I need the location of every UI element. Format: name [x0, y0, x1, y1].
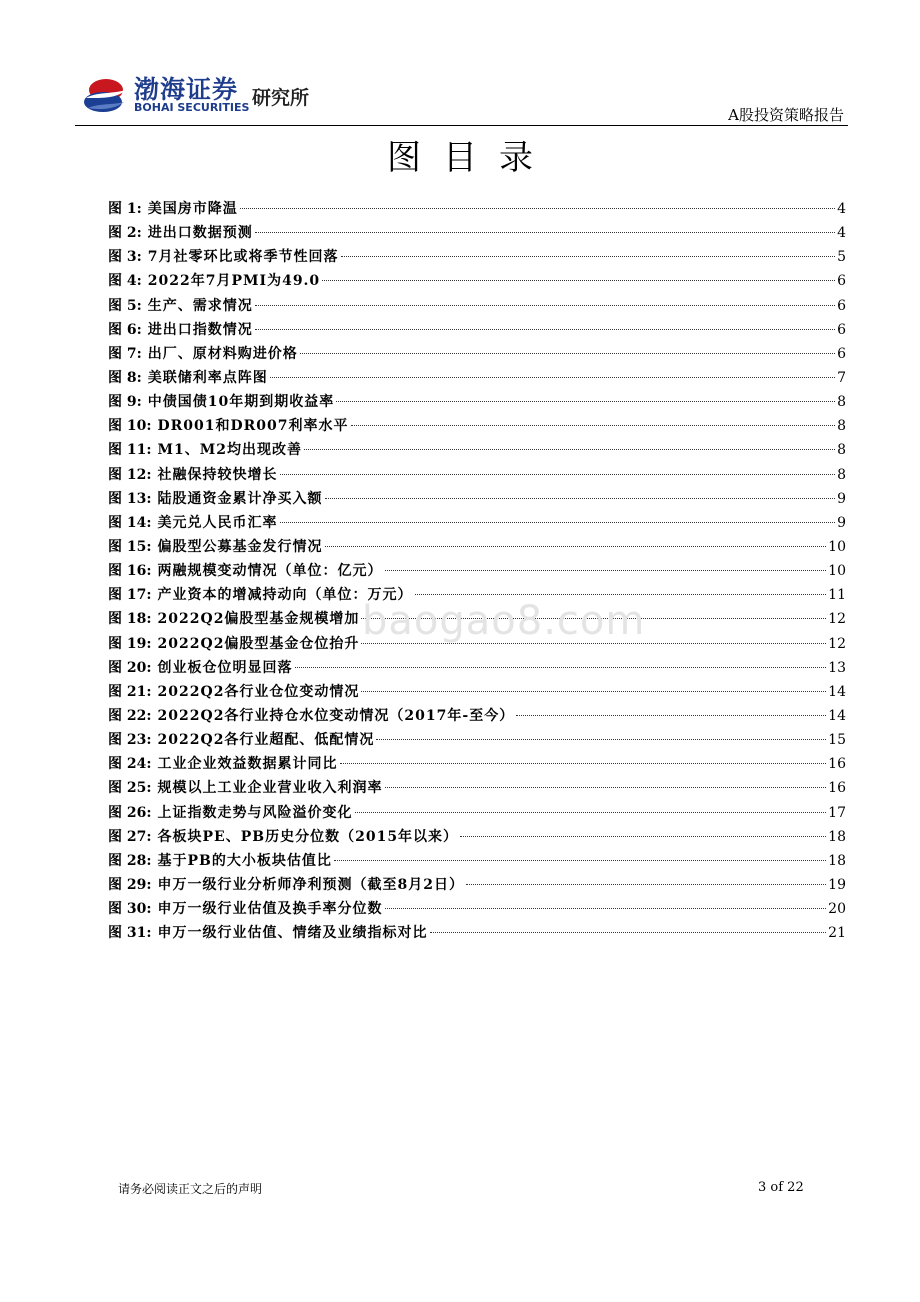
page-title: 图目录 — [387, 138, 555, 178]
toc-entry[interactable] — [108, 197, 846, 221]
toc-entry-label: 图 29: — [108, 876, 152, 893]
toc-entry-page: 12 — [828, 635, 846, 652]
toc-entry-label: 图 21: — [108, 683, 152, 700]
toc-entry-page: 6 — [837, 297, 846, 314]
toc-dot-leader — [325, 546, 827, 547]
toc-entry-title: 中债国债10年期到期收益率 — [147, 394, 335, 411]
toc-entry-title: 社融保持较快增长 — [157, 466, 278, 483]
toc-entry-title: 申万一级行业估值、情绪及业绩指标对比 — [157, 925, 428, 942]
toc-dot-leader — [385, 908, 827, 909]
toc-dot-leader — [322, 280, 835, 281]
toc-entry-title: 规模以上工业企业营业收入利润率 — [157, 780, 383, 797]
toc-entry-label: 图 1: — [108, 201, 142, 217]
toc-entry[interactable] — [108, 269, 846, 293]
toc-dot-leader — [336, 401, 835, 402]
toc-dot-leader — [280, 474, 836, 475]
toc-entry-label: 图 20: — [108, 659, 152, 676]
toc-entry-page: 17 — [828, 804, 846, 821]
toc-dot-leader — [415, 594, 827, 595]
toc-entry-title: M1、M2均出现改善 — [157, 442, 303, 459]
toc-dot-leader — [325, 498, 836, 499]
toc-entry-label: 图 13: — [108, 490, 152, 507]
toc-entry-page: 8 — [837, 418, 846, 435]
toc-entry-title: 2022Q2各行业超配、低配情况 — [157, 732, 375, 749]
toc-entry[interactable] — [108, 342, 846, 366]
toc-entry-page: 9 — [837, 514, 846, 531]
toc-entry[interactable] — [108, 704, 846, 728]
toc-entry-page: 14 — [828, 707, 846, 724]
toc-entry-title: 美元兑人民币汇率 — [157, 514, 278, 531]
toc-entry-page: 8 — [837, 394, 846, 411]
toc-entry[interactable] — [108, 801, 846, 825]
institute-name: 研究所 — [252, 87, 310, 109]
toc-dot-leader — [341, 256, 836, 257]
toc-entry[interactable] — [108, 873, 846, 897]
toc-entry-title: 2022Q2偏股型基金仓位抬升 — [157, 635, 360, 652]
toc-entry-label: 图 2: — [108, 225, 142, 242]
toc-dot-leader — [355, 812, 827, 813]
toc-entry-title: 创业板仓位明显回落 — [157, 659, 293, 676]
toc-entry-title: 7月社零环比或将季节性回落 — [147, 249, 339, 266]
logo-chinese-name: 渤海证券 — [134, 75, 239, 104]
toc-dot-leader — [361, 643, 826, 644]
toc-entry-title: 出厂、原材料购进价格 — [147, 345, 298, 362]
toc-entry-page: 15 — [828, 732, 846, 749]
toc-entry-label: 图 4: — [108, 273, 142, 290]
toc-entry[interactable] — [108, 221, 846, 245]
toc-entry-page: 6 — [837, 321, 846, 338]
toc-entry-label: 图 25: — [108, 780, 152, 797]
toc-entry[interactable] — [108, 656, 846, 680]
toc-entry-page: 16 — [828, 756, 846, 773]
toc-dot-leader — [361, 691, 826, 692]
toc-entry-label: 图 27: — [108, 828, 152, 845]
toc-dot-leader — [340, 763, 827, 764]
toc-entry[interactable] — [108, 897, 846, 921]
toc-entry-title: 2022Q2偏股型基金规模增加 — [157, 611, 360, 628]
toc-entry-label: 图 3: — [108, 249, 142, 266]
toc-entry-title: 陆股通资金累计净买入额 — [157, 490, 323, 507]
toc-entry[interactable] — [108, 632, 846, 656]
toc-entry-page: 13 — [828, 659, 846, 676]
toc-entry[interactable] — [108, 559, 846, 583]
toc-entry-title: 工业企业效益数据累计同比 — [157, 756, 338, 773]
toc-dot-leader — [516, 715, 826, 716]
toc-dot-leader — [255, 329, 835, 330]
toc-entry-title: DR001和DR007利率水平 — [157, 418, 349, 435]
footer-disclaimer: 请务必阅读正文之后的声明 — [118, 1182, 263, 1196]
toc-entry-label: 图 9: — [108, 394, 142, 411]
toc-entry-page: 8 — [837, 442, 846, 459]
bohai-logo-icon — [82, 72, 128, 118]
toc-entry-title: 申万一级行业估值及换手率分位数 — [157, 901, 383, 918]
toc-entry[interactable] — [108, 849, 846, 873]
toc-entry-page: 18 — [828, 852, 846, 869]
figure-table-of-contents — [108, 197, 846, 945]
toc-dot-leader — [240, 208, 835, 209]
toc-entry-title: 美联储利率点阵图 — [147, 369, 268, 386]
toc-entry-page: 5 — [837, 249, 846, 266]
toc-dot-leader — [430, 932, 827, 933]
toc-dot-leader — [385, 787, 827, 788]
toc-entry-page: 19 — [828, 876, 846, 893]
toc-entry-label: 图 28: — [108, 852, 152, 869]
toc-entry[interactable] — [108, 245, 846, 269]
toc-entry[interactable] — [108, 680, 846, 704]
toc-entry[interactable] — [108, 776, 846, 800]
toc-dot-leader — [466, 884, 826, 885]
toc-entry-page: 8 — [837, 466, 846, 483]
toc-entry-label: 图 14: — [108, 514, 152, 531]
toc-dot-leader — [351, 425, 836, 426]
toc-entry-title: 生产、需求情况 — [147, 297, 253, 314]
toc-entry-label: 图 26: — [108, 804, 152, 821]
toc-entry-label: 图 11: — [108, 442, 152, 459]
toc-entry-title: 上证指数走势与风险溢价变化 — [157, 804, 353, 821]
toc-entry-label: 图 15: — [108, 538, 152, 555]
toc-entry[interactable] — [108, 294, 846, 318]
toc-entry-title: 2022Q2各行业仓位变动情况 — [157, 683, 360, 700]
toc-entry[interactable] — [108, 414, 846, 438]
page-header — [0, 0, 920, 130]
toc-entry-title: 基于PB的大小板块估值比 — [157, 852, 332, 869]
toc-entry[interactable] — [108, 728, 846, 752]
toc-entry-title: 2022年7月PMI为49.0 — [147, 273, 321, 290]
toc-entry-title: 进出口数据预测 — [147, 225, 253, 242]
toc-entry[interactable] — [108, 390, 846, 414]
toc-entry[interactable] — [108, 318, 846, 342]
toc-entry-title: 美国房市降温 — [147, 201, 238, 217]
toc-entry-label: 图 18: — [108, 611, 152, 628]
toc-entry-title: 2022Q2各行业持仓水位变动情况（2017年-至今） — [157, 707, 515, 724]
toc-entry-page: 21 — [828, 925, 846, 942]
toc-entry[interactable] — [108, 463, 846, 487]
toc-entry-label: 图 22: — [108, 707, 152, 724]
toc-dot-leader — [280, 522, 836, 523]
toc-entry[interactable] — [108, 511, 846, 535]
toc-dot-leader — [334, 860, 826, 861]
toc-dot-leader — [255, 305, 835, 306]
toc-entry-title: 进出口指数情况 — [147, 321, 253, 338]
toc-entry-title: 申万一级行业分析师净利预测（截至8月2日） — [157, 876, 465, 893]
toc-entry-page: 18 — [828, 828, 846, 845]
toc-entry-title: 偏股型公募基金发行情况 — [157, 538, 323, 555]
toc-dot-leader — [270, 377, 835, 378]
toc-entry[interactable] — [108, 366, 846, 390]
toc-entry-page: 7 — [837, 369, 846, 386]
toc-dot-leader — [304, 449, 835, 450]
toc-dot-leader — [361, 618, 826, 619]
toc-entry[interactable] — [108, 535, 846, 559]
toc-dot-leader — [300, 353, 835, 354]
toc-entry-page: 4 — [837, 201, 846, 217]
toc-entry[interactable] — [108, 607, 846, 631]
toc-entry-label: 图 23: — [108, 732, 152, 749]
toc-entry-label: 图 7: — [108, 345, 142, 362]
toc-entry[interactable] — [108, 752, 846, 776]
toc-dot-leader — [255, 232, 835, 233]
toc-entry-page: 4 — [837, 225, 846, 242]
toc-entry-page: 11 — [828, 587, 846, 604]
toc-dot-leader — [385, 570, 827, 571]
toc-entry-title: 产业资本的增减持动向（单位：万元） — [157, 587, 413, 604]
toc-dot-leader — [376, 739, 826, 740]
toc-entry-page: 14 — [828, 683, 846, 700]
toc-entry-label: 图 17: — [108, 587, 152, 604]
toc-entry-label: 图 16: — [108, 563, 152, 580]
toc-entry-page: 10 — [828, 563, 846, 580]
toc-entry-label: 图 10: — [108, 418, 152, 435]
toc-entry-page: 10 — [828, 538, 846, 555]
toc-entry-label: 图 6: — [108, 321, 142, 338]
toc-entry-label: 图 24: — [108, 756, 152, 773]
toc-entry-title: 两融规模变动情况（单位：亿元） — [157, 563, 383, 580]
footer-page-number: 3 of 22 — [758, 1180, 804, 1195]
watermark: baogao8.com — [362, 598, 646, 644]
toc-entry-label: 图 30: — [108, 901, 152, 918]
toc-entry[interactable] — [108, 583, 846, 607]
header-divider — [75, 125, 848, 126]
toc-dot-leader — [295, 667, 827, 668]
toc-entry[interactable] — [108, 438, 846, 462]
toc-dot-leader — [460, 836, 826, 837]
toc-entry[interactable] — [108, 487, 846, 511]
toc-entry[interactable] — [108, 921, 846, 945]
toc-entry[interactable] — [108, 825, 846, 849]
toc-entry-page: 16 — [828, 780, 846, 797]
report-type: A股投资策略报告 — [728, 106, 844, 124]
toc-entry-label: 图 12: — [108, 466, 152, 483]
toc-entry-label: 图 31: — [108, 925, 152, 942]
toc-entry-label: 图 8: — [108, 369, 142, 386]
toc-entry-page: 20 — [828, 901, 846, 918]
toc-entry-label: 图 19: — [108, 635, 152, 652]
toc-entry-page: 12 — [828, 611, 846, 628]
logo-english-name: BOHAI SECURITIES — [134, 101, 250, 114]
toc-entry-page: 9 — [837, 490, 846, 507]
toc-entry-title: 各板块PE、PB历史分位数（2015年以来） — [157, 828, 459, 845]
toc-entry-page: 6 — [837, 345, 846, 362]
toc-entry-label: 图 5: — [108, 297, 142, 314]
toc-entry-page: 6 — [837, 273, 846, 290]
